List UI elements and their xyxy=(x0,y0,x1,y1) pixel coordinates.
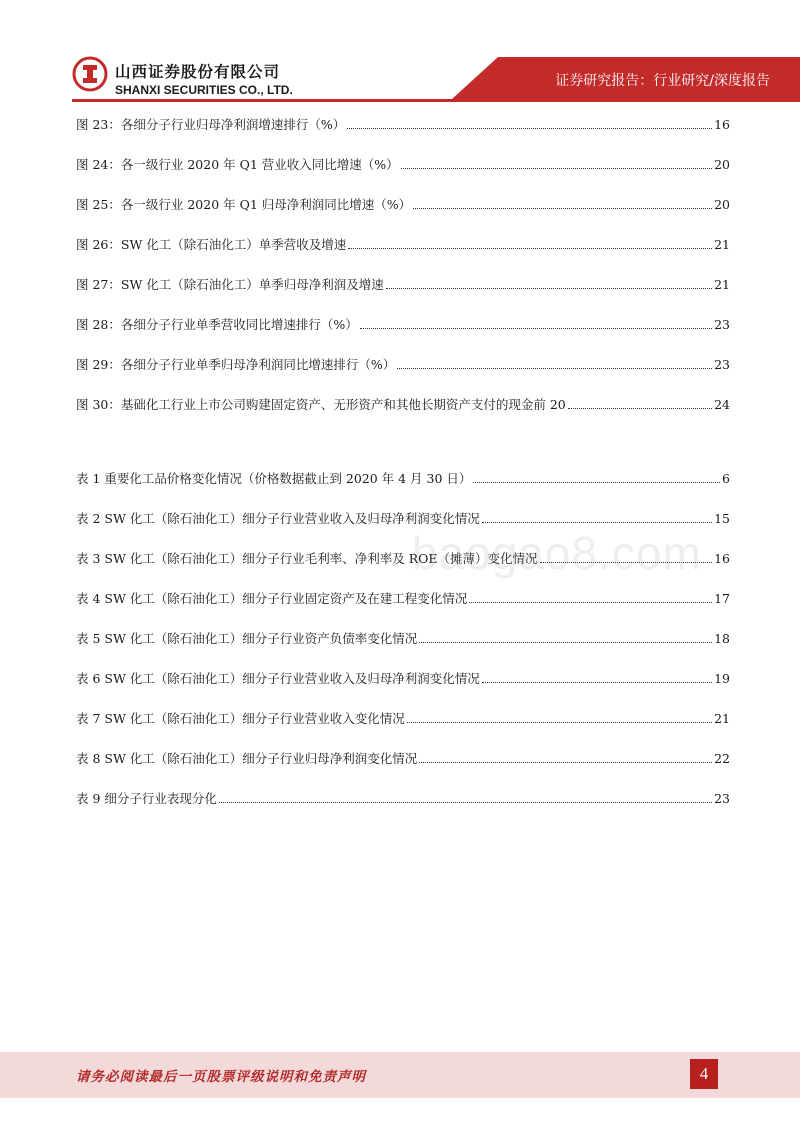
dot-leader xyxy=(348,248,712,249)
dot-leader xyxy=(386,288,712,289)
page-number: 4 xyxy=(690,1059,718,1089)
disclaimer-text: 请务必阅读最后一页股票评级说明和免责声明 xyxy=(76,1069,366,1085)
toc-entry-title: 表 9 细分子行业表现分化 xyxy=(76,791,217,806)
dot-leader xyxy=(413,208,712,209)
toc-entry-page: 21 xyxy=(714,277,730,292)
company-logo-icon xyxy=(72,56,108,92)
table-toc-entry[interactable] xyxy=(76,749,730,769)
toc-entry-page: 22 xyxy=(714,751,730,766)
toc-entry-page: 18 xyxy=(714,631,730,646)
dot-leader xyxy=(473,482,720,483)
toc-entry-title: 表 2 SW 化工（除石油化工）细分子行业营业收入及归母净利润变化情况 xyxy=(76,511,480,526)
toc-entry-page: 23 xyxy=(714,791,730,806)
company-name-cn: 山西证券股份有限公司 xyxy=(115,63,281,81)
toc-entry-page: 21 xyxy=(714,711,730,726)
company-name xyxy=(115,60,293,97)
toc-entry-title: 表 6 SW 化工（除石油化工）细分子行业营业收入及归母净利润变化情况 xyxy=(76,671,480,686)
company-name-en: SHANXI SECURITIES CO., LTD. xyxy=(115,83,293,97)
dot-leader xyxy=(360,328,712,329)
figure-toc-entry[interactable] xyxy=(76,115,730,135)
toc-entry-title: 图 27：SW 化工（除石油化工）单季归母净利润及增速 xyxy=(76,277,384,292)
figure-toc-entry[interactable] xyxy=(76,395,730,415)
dot-leader xyxy=(540,562,713,563)
toc-entry-title: 图 26：SW 化工（除石油化工）单季营收及增速 xyxy=(76,237,347,252)
table-toc-entry[interactable] xyxy=(76,629,730,649)
header-divider xyxy=(72,99,800,102)
table-toc-entry[interactable] xyxy=(76,709,730,729)
dot-leader xyxy=(419,762,712,763)
dot-leader xyxy=(401,168,712,169)
toc-entry-page: 16 xyxy=(714,117,730,132)
table-toc-entry[interactable] xyxy=(76,589,730,609)
dot-leader xyxy=(397,368,712,369)
dot-leader xyxy=(347,128,712,129)
figure-toc-entry[interactable] xyxy=(76,275,730,295)
figure-toc-entry[interactable] xyxy=(76,195,730,215)
dot-leader xyxy=(482,682,712,683)
toc-entry-title: 图 23：各细分子行业归母净利润增速排行（%） xyxy=(76,117,346,132)
toc-entry-title: 图 25：各一级行业 2020 年 Q1 归母净利润同比增速（%） xyxy=(76,197,412,212)
toc-entry-title: 表 1 重要化工品价格变化情况（价格数据截止到 2020 年 4 月 30 日） xyxy=(76,471,472,486)
toc-entry-title: 表 8 SW 化工（除石油化工）细分子行业归母净利润变化情况 xyxy=(76,751,418,766)
toc-entry-page: 23 xyxy=(714,317,730,332)
toc-entry-title: 表 4 SW 化工（除石油化工）细分子行业固定资产及在建工程变化情况 xyxy=(76,591,468,606)
toc-entry-title: 图 29：各细分子行业单季归母净利润同比增速排行（%） xyxy=(76,357,396,372)
table-toc-entry[interactable] xyxy=(76,789,730,809)
toc-entry-title: 表 5 SW 化工（除石油化工）细分子行业资产负债率变化情况 xyxy=(76,631,418,646)
toc-entry-page: 17 xyxy=(714,591,730,606)
figure-list xyxy=(76,115,730,435)
figure-toc-entry[interactable] xyxy=(76,235,730,255)
figure-toc-entry[interactable] xyxy=(76,355,730,375)
toc-entry-title: 图 28：各细分子行业单季营收同比增速排行（%） xyxy=(76,317,358,332)
table-list xyxy=(76,469,730,829)
dot-leader xyxy=(407,722,712,723)
dot-leader xyxy=(568,408,712,409)
toc-entry-page: 20 xyxy=(714,197,730,212)
dot-leader xyxy=(482,522,712,523)
table-toc-entry[interactable] xyxy=(76,549,730,569)
watermark: baogao8.com xyxy=(412,527,702,579)
dot-leader xyxy=(419,642,712,643)
toc-entry-page: 21 xyxy=(714,237,730,252)
toc-entry-page: 6 xyxy=(722,471,730,486)
table-toc-entry[interactable] xyxy=(76,509,730,529)
toc-entry-title: 图 30：基础化工行业上市公司购建固定资产、无形资产和其他长期资产支付的现金前 20 xyxy=(76,397,566,412)
figure-toc-entry[interactable] xyxy=(76,155,730,175)
toc-entry-page: 15 xyxy=(714,511,730,526)
table-toc-entry[interactable] xyxy=(76,469,730,489)
report-type-label: 证券研究报告：行业研究/深度报告 xyxy=(555,73,770,89)
toc-entry-page: 19 xyxy=(714,671,730,686)
figure-toc-entry[interactable] xyxy=(76,315,730,335)
toc-entry-page: 20 xyxy=(714,157,730,172)
toc-entry-page: 16 xyxy=(714,551,730,566)
page-header xyxy=(0,0,800,108)
toc-entry-page: 24 xyxy=(714,397,730,412)
dot-leader xyxy=(469,602,712,603)
toc-entry-page: 23 xyxy=(714,357,730,372)
toc-entry-title: 图 24：各一级行业 2020 年 Q1 营业收入同比增速（%） xyxy=(76,157,399,172)
toc-entry-title: 表 3 SW 化工（除石油化工）细分子行业毛利率、净利率及 ROE（摊薄）变化情况 xyxy=(76,551,538,566)
toc-entry-title: 表 7 SW 化工（除石油化工）细分子行业营业收入变化情况 xyxy=(76,711,405,726)
table-toc-entry[interactable] xyxy=(76,669,730,689)
dot-leader xyxy=(219,802,712,803)
